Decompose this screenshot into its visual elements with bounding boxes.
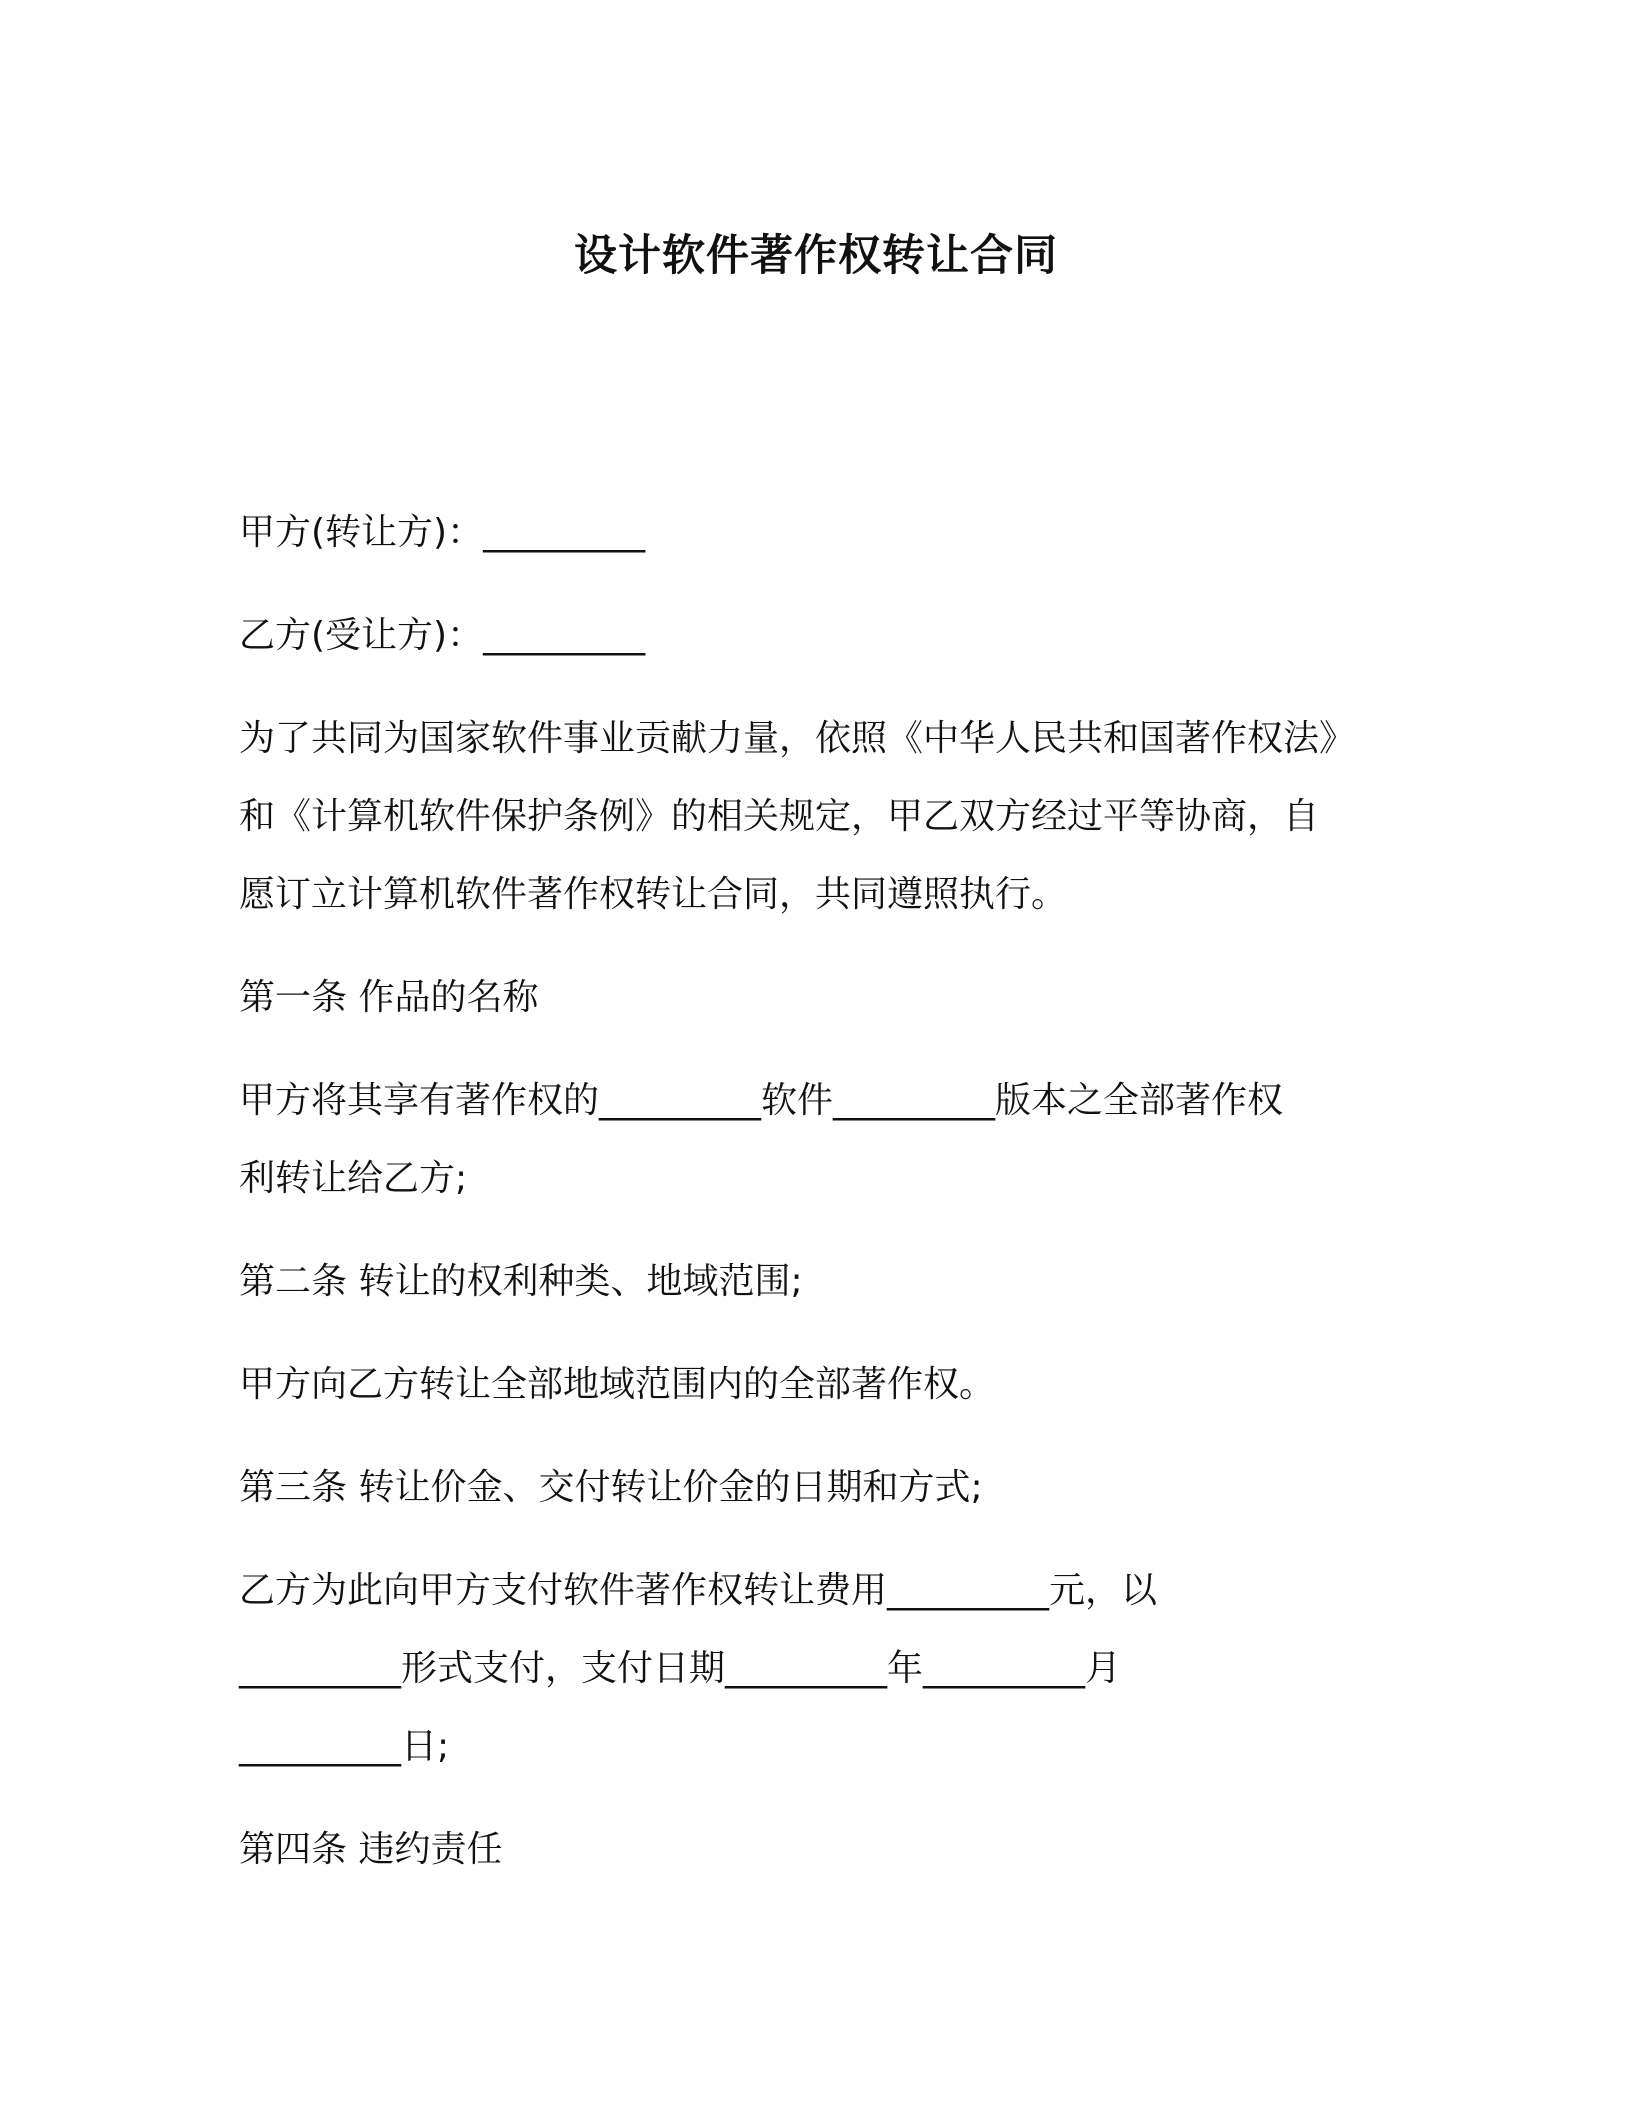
- article-3-paragraph: [239, 1552, 1389, 1786]
- article-3-line: 乙方为此向甲方支付软件著作权转让费用_________元，以: [239, 1570, 1158, 1611]
- article-3-line: _________形式支付，支付日期_________年_________月: [239, 1648, 1122, 1689]
- document-title: 设计软件著作权转让合同: [574, 231, 1058, 281]
- party-b-line: 乙方(受让方)：_________: [239, 615, 646, 656]
- article-3-line: _________日;: [239, 1726, 450, 1767]
- article-1-heading: 第一条 作品的名称: [239, 977, 539, 1018]
- preamble-paragraph: [239, 700, 1389, 934]
- party-a-line: 甲方(转让方)：_________: [239, 512, 646, 553]
- article-1-line: 甲方将其享有著作权的_________软件_________版本之全部著作权: [239, 1080, 1284, 1121]
- article-4-heading: 第四条 违约责任: [239, 1829, 503, 1870]
- preamble-line: 为了共同为国家软件事业贡献力量，依照《中华人民共和国著作权法》: [239, 718, 1356, 759]
- document-body: [239, 494, 1389, 1914]
- preamble-line: 和《计算机软件保护条例》的相关规定，甲乙双方经过平等协商，自: [239, 796, 1320, 837]
- article-2-line: 甲方向乙方转让全部地域范围内的全部著作权。: [239, 1364, 996, 1405]
- article-1-paragraph: [239, 1062, 1389, 1218]
- preamble-line: 愿订立计算机软件著作权转让合同，共同遵照执行。: [239, 874, 1068, 915]
- article-2-heading: 第二条 转让的权利种类、地域范围;: [239, 1261, 803, 1302]
- article-2-paragraph: [239, 1346, 1389, 1424]
- article-3-heading: 第三条 转让价金、交付转让价金的日期和方式;: [239, 1467, 983, 1508]
- article-1-line: 利转让给乙方;: [239, 1158, 468, 1199]
